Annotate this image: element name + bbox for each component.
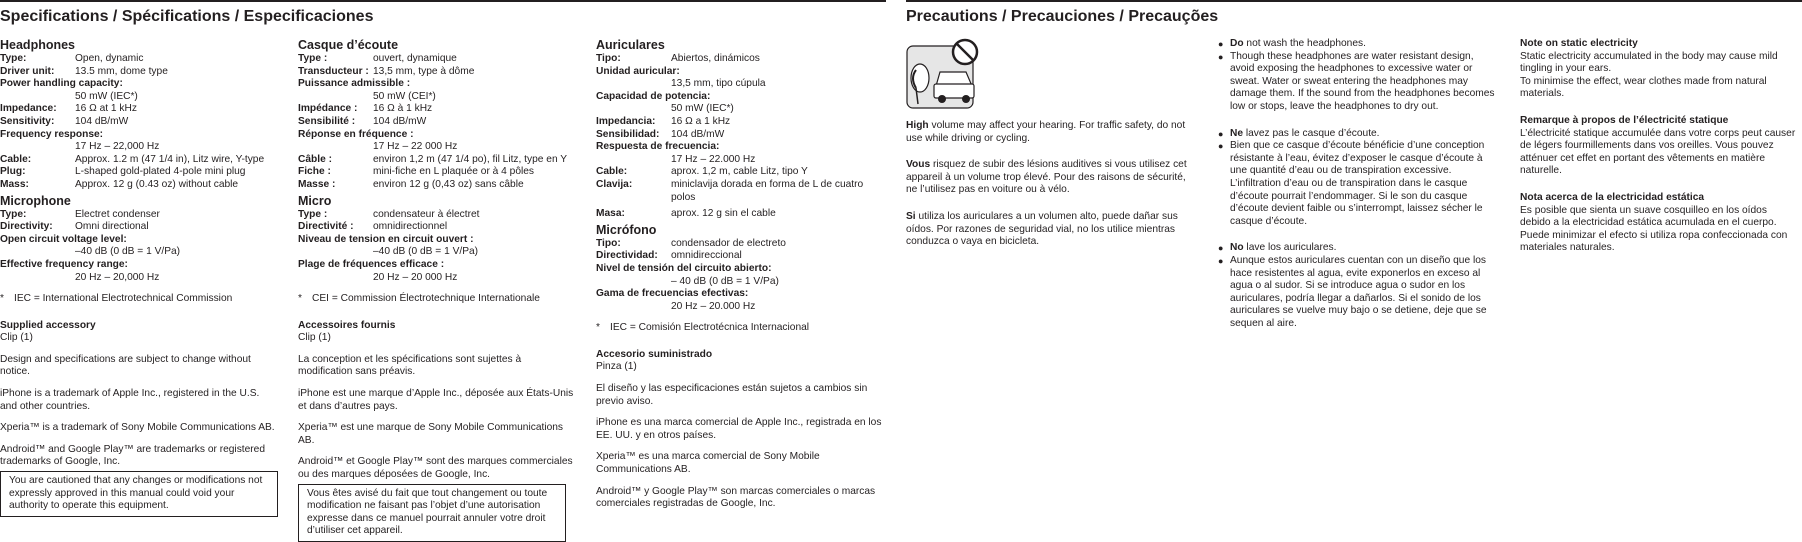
spec-key: Directividad:: [596, 250, 658, 262]
spec-key: Directivity:: [0, 221, 53, 233]
spec-key: Transducteur :: [298, 65, 369, 77]
footnote-text: IEC = Comisión Electrotécnica Internacional: [610, 322, 810, 334]
spec-key: Plug:: [0, 166, 26, 178]
spec-value: –40 dB (0 dB = 1 V/Pa): [75, 246, 181, 258]
spec-value: 13,5 mm, tipo cúpula: [671, 78, 766, 90]
static-text: To minimise the effect, wear clothes made from natural materials.: [1520, 75, 1767, 100]
precautions-washing-column: [1218, 38, 1498, 344]
trademark-paragraph: iPhone es una marca comercial de Apple Inc., registrada en los EE. UU. y en otros países.: [596, 417, 882, 441]
headphones-heading: Headphones: [0, 38, 76, 52]
accessory-heading: Accessoires fournis: [298, 319, 396, 331]
accessory-value: Pinza (1): [596, 361, 637, 373]
spec-value: ouvert, dynamique: [373, 53, 457, 64]
spec-key: Gama de frecuencias efectivas:: [596, 288, 749, 300]
static-text: L’électricité statique accumulée dans votre corps peut causer de légers fourmillements dans vos oreilles. Vous pouvez atténuer cet effet en portant des vêtements en matière naturelle.: [1520, 127, 1796, 177]
washing-group-spanish: [1218, 242, 1498, 330]
washing-group-english: [1218, 38, 1498, 114]
footnote-text: CEI = Commission Électrotechnique Internationale: [312, 293, 540, 305]
spec-key: Mass:: [0, 178, 29, 190]
headphones-heading: Casque d’écoute: [298, 38, 399, 52]
spec-key: Niveau de tension en circuit ouvert :: [298, 233, 474, 245]
spec-key: Type :: [298, 208, 328, 220]
spec-key: Puissance admissible :: [298, 78, 411, 90]
spec-value: 20 Hz – 20 000 Hz: [373, 271, 458, 283]
static-note-english: [1520, 38, 1798, 101]
bullet-text: Aunque estos auriculares cuentan con un diseño que los hace resistentes al agua, evite exponerlos en exceso al agua o al sudor. Si se introduce agua o sudor en los auriculares, podría llegar a dañarlos. Si el sonido de los auriculares se vuelve muy bajo o se detiene, deje que se sequen al aire.: [1230, 254, 1487, 329]
bullet-icon: ●: [1218, 243, 1224, 254]
spec-value: 17 Hz – 22 000 Hz: [373, 141, 458, 153]
spec-value: condensateur à électret: [373, 208, 480, 220]
spec-key: Plage de fréquences efficace :: [298, 258, 445, 270]
spec-value: 16 Ω a 1 kHz: [671, 115, 731, 127]
spec-key: Impedancia:: [596, 115, 656, 127]
notice-paragraph: El diseño y las especificaciones están sujetos a cambios sin previo aviso.: [596, 383, 868, 407]
spec-key: Driver unit:: [0, 65, 55, 77]
spec-value: Omni directional: [75, 221, 149, 233]
spec-key: Type:: [0, 208, 27, 220]
warning-french: [906, 159, 1196, 197]
spec-value: 13,5 mm, type à dôme: [373, 65, 475, 77]
spec-key: Câble :: [298, 153, 332, 165]
microphone-heading: Microphone: [0, 193, 71, 208]
spec-value: L-shaped gold-plated 4-pole mini plug: [75, 166, 246, 178]
spec-value: 20 Hz – 20.000 Hz: [671, 300, 756, 312]
spec-key: Impedance:: [0, 103, 57, 115]
spec-key: Fiche :: [298, 166, 331, 178]
spec-key: Cable:: [596, 166, 628, 178]
spec-value: 17 Hz – 22.000 Hz: [671, 153, 756, 165]
bullet-icon: ●: [1218, 39, 1224, 49]
spec-value: omnidirectionnel: [373, 221, 448, 233]
spec-key: Réponse en fréquence :: [298, 128, 414, 140]
static-text: Static electricity accumulated in the body may cause mild tingling in your ears.: [1520, 50, 1778, 75]
trademark-paragraph: Xperia™ es una marca comercial de Sony Mobile Communications AB.: [596, 451, 820, 476]
accessory-heading: Supplied accessory: [0, 319, 96, 331]
warning-text: volume may affect your hearing. For traffic safety, do not use while driving or cycling.: [906, 120, 1186, 144]
spec-value: Approx. 12 g (0.43 oz) without cable: [75, 178, 239, 190]
bullet-lead: Do: [1230, 38, 1244, 49]
no-headphones-while-driving-icon: [906, 38, 982, 110]
spec-value: condensador de electreto: [671, 237, 786, 249]
spec-value: 16 Ω at 1 kHz: [75, 103, 137, 115]
spec-value: miniclavija dorada en forma de L de cuatro polos: [671, 178, 864, 203]
bullet-text: Bien que ce casque d’écoute bénéficie d’une conception résistante à l’eau, évitez d’exposer le casque d’écoute à une quantité d’eau ou de transpiration excessive. L’infiltration d’eau ou de transpiration dans le casque d’écoute pourrait l’endommager. Si le son du casque d’écoute devient faible ou s’interrompt, laissez sécher le casque d’écoute.: [1230, 140, 1485, 227]
spec-value: 17 Hz – 22,000 Hz: [75, 141, 160, 153]
spec-value: 16 Ω à 1 kHz: [373, 103, 433, 115]
spec-key: Type :: [298, 53, 328, 64]
spec-value: environ 12 g (0,43 oz) sans câble: [373, 178, 524, 190]
spec-value: environ 1,2 m (47 1/4 po), fil Litz, type en Y: [373, 153, 568, 165]
footnote-text: IEC = International Electrotechnical Commission: [14, 293, 233, 305]
accessory-value: Clip (1): [0, 332, 33, 344]
spec-value: omnidireccional: [671, 250, 742, 262]
spec-key: Type:: [0, 53, 27, 64]
spec-key: Capacidad de potencia:: [596, 90, 711, 102]
spec-column-spanish: [596, 36, 886, 511]
warning-lead: Si: [906, 210, 916, 222]
trademark-paragraph: iPhone is a trademark of Apple Inc., registered in the U.S. and other countries.: [0, 388, 260, 412]
spec-value: aprox. 12 g sin el cable: [671, 208, 776, 220]
spec-key: Unidad auricular:: [596, 65, 680, 77]
spec-column-english: [0, 36, 278, 517]
spec-key: Nivel de tensión del circuito abierto:: [596, 262, 772, 274]
washing-group-french: [1218, 128, 1498, 229]
spec-key: Cable:: [0, 153, 32, 165]
warning-text: utiliza los auriculares a un volumen alto, puede dañar sus oídos. Por razones de seguridad vial, no los utilice mientras conduzca o vaya en bicicleta.: [906, 210, 1178, 248]
static-heading: Nota acerca de la electricidad estática: [1520, 191, 1705, 203]
spec-key: Tipo:: [596, 53, 621, 64]
specifications-title: Specifications / Spécifications / Especificaciones: [0, 0, 886, 28]
warning-english: [906, 120, 1196, 145]
warning-lead: Vous: [906, 159, 931, 171]
spec-value: 104 dB/mW: [373, 115, 427, 127]
footnote-marker: *: [298, 293, 302, 305]
spec-key: Impédance :: [298, 103, 358, 115]
spec-value: 50 mW (IEC*): [671, 103, 734, 115]
spec-column-french: [298, 36, 576, 542]
warning-lead: High: [906, 120, 929, 131]
static-note-spanish: [1520, 192, 1798, 255]
warning-spanish: [906, 211, 1196, 249]
spec-value: 13.5 mm, dome type: [75, 65, 168, 77]
bullet-text: lave los auriculares.: [1243, 242, 1337, 254]
precautions-title: Precautions / Precauciones / Precauções: [906, 0, 1802, 28]
spec-value: 20 Hz – 20,000 Hz: [75, 271, 160, 283]
footnote-marker: *: [0, 293, 4, 305]
static-heading: Remarque à propos de l’électricité statique: [1520, 114, 1729, 126]
spec-key: Open circuit voltage level:: [0, 233, 127, 245]
trademark-paragraph: Android™ and Google Play™ are trademarks or registered trademarks of Google, Inc.: [0, 443, 266, 468]
notice-paragraph: La conception et les spécifications sont sujettes à modification sans préavis.: [298, 353, 522, 378]
static-text: Es posible que sienta un suave cosquilleo en los oídos debido a la electricidad estática acumulada en el cuerpo. Puede minimizar el efecto si utiliza ropa confeccionada con materiales naturales.: [1520, 204, 1788, 254]
spec-key: Sensitivity:: [0, 115, 55, 127]
spec-value: Abiertos, dinámicos: [671, 53, 760, 64]
warning-text: risquez de subir des lésions auditives si vous utilisez cet appareil à un volume trop élevé. Pour des raisons de sécurité, ne l’utilisez pas en voiture ou à vélo.: [906, 159, 1187, 196]
spec-key: Power handling capacity:: [0, 78, 123, 90]
spec-value: 50 mW (CEI*): [373, 90, 436, 102]
spec-key: Sensibilidad:: [596, 128, 660, 140]
precautions-warning-column: [906, 38, 1196, 263]
precautions-static-column: [1520, 38, 1798, 269]
accessory-value: Clip (1): [298, 332, 331, 344]
trademark-paragraph: Android™ et Google Play™ sont des marques commerciales ou des marques déposées de Google, Inc.: [298, 456, 573, 481]
bullet-text: Though these headphones are water resistant design, avoid exposing the headphones to excessive water or sweat. Water or sweat entering the headphones may damage them. If the sound from the headphones becomes low or stops, leave the headphones to dry out.: [1230, 50, 1495, 112]
bullet-lead: Ne: [1230, 127, 1244, 139]
bullet-icon: ●: [1218, 255, 1224, 266]
spec-value: 50 mW (IEC*): [75, 90, 138, 102]
microphone-heading: Micrófono: [596, 222, 657, 237]
spec-key: Tipo:: [596, 237, 621, 249]
spec-key: Sensibilité :: [298, 115, 356, 127]
spec-value: – 40 dB (0 dB = 1 V/Pa): [671, 275, 779, 287]
spec-value: –40 dB (0 dB = 1 V/Pa): [373, 246, 479, 258]
static-heading: Note on static electricity: [1520, 38, 1638, 49]
headphones-heading: Auriculares: [596, 38, 665, 52]
footnote-marker: *: [596, 322, 600, 334]
spec-value: Approx. 1.2 m (47 1/4 in), Litz wire, Y-type: [75, 153, 265, 165]
bullet-text: lavez pas le casque d’écoute.: [1243, 127, 1380, 139]
bullet-text: not wash the headphones.: [1243, 38, 1366, 49]
spec-value: 104 dB/mW: [75, 115, 129, 127]
static-note-french: [1520, 115, 1798, 178]
microphone-heading: Micro: [298, 193, 332, 208]
bullet-icon: ●: [1218, 141, 1224, 152]
trademark-paragraph: Android™ y Google Play™ son marcas comerciales o marcas comerciales registradas de Google, Inc.: [596, 485, 876, 510]
spec-value: aprox. 1,2 m, cable Litz, tipo Y: [671, 166, 808, 178]
spec-value: mini-fiche en L plaquée or à 4 pôles: [373, 166, 535, 178]
spec-value: Open, dynamic: [75, 53, 144, 64]
spec-key: Masa:: [596, 208, 625, 220]
caution-box: You are cautioned that any changes or modifications not expressly approved in this manual could void your authority to operate this equipment.: [0, 471, 278, 517]
bullet-lead: No: [1230, 242, 1244, 254]
spec-key: Masse :: [298, 178, 336, 190]
spec-key: Effective frequency range:: [0, 258, 128, 270]
trademark-paragraph: Xperia™ est une marque de Sony Mobile Communications AB.: [298, 422, 564, 446]
spec-key: Clavija:: [596, 178, 633, 190]
spec-key: Directivité :: [298, 221, 354, 233]
bullet-icon: ●: [1218, 128, 1224, 139]
notice-paragraph: Design and specifications are subject to change without notice.: [0, 353, 251, 378]
spec-value: 104 dB/mW: [671, 128, 725, 140]
bullet-icon: ●: [1218, 51, 1224, 62]
trademark-paragraph: iPhone est une marque d’Apple Inc., déposée aux États-Unis et dans d’autres pays.: [298, 388, 574, 412]
spec-value: Electret condenser: [75, 208, 160, 220]
spec-key: Frequency response:: [0, 128, 104, 140]
trademark-paragraph: Xperia™ is a trademark of Sony Mobile Communications AB.: [0, 422, 275, 434]
spec-key: Respuesta de frecuencia:: [596, 141, 720, 153]
caution-box: Vous êtes avisé du fait que tout changement ou toute modification ne faisant pas l’objet d’une autorisation expresse dans ce manuel pourrait annuler votre droit d’utiliser cet appareil.: [298, 484, 566, 542]
accessory-heading: Accesorio suministrado: [596, 348, 713, 360]
